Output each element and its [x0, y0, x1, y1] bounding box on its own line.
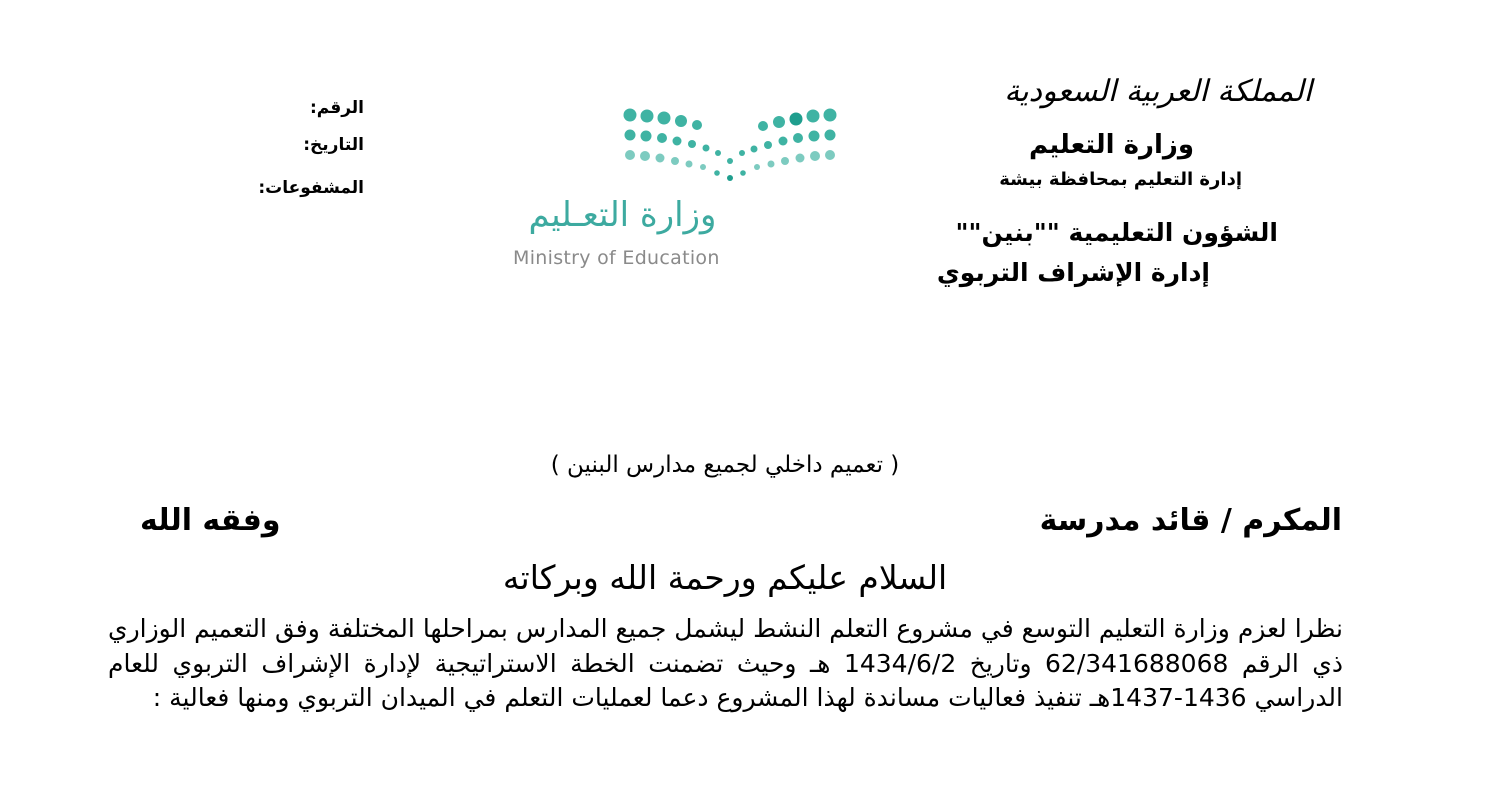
logo-dot: [673, 137, 682, 146]
admin-region: إدارة التعليم بمحافظة بيشة: [999, 169, 1242, 190]
logo-dot: [641, 131, 652, 142]
logo-dot: [751, 146, 758, 153]
logo-dot: [700, 164, 706, 170]
logo-dot: [688, 140, 696, 148]
logo-dot: [779, 137, 788, 146]
logo-dot: [807, 110, 820, 123]
logo-dot: [824, 109, 837, 122]
salutation-closing: وفقه الله: [140, 503, 281, 538]
logo-dot: [825, 130, 836, 141]
number-field-label: الرقم:: [309, 98, 364, 118]
logo-dot: [796, 154, 805, 163]
ministry-title: وزارة التعليم: [1029, 130, 1194, 160]
logo-dot: [758, 121, 768, 131]
logo-dot: [657, 133, 667, 143]
educational-affairs: الشؤون التعليمية ""بنين"": [955, 218, 1278, 247]
logo-dot: [727, 175, 733, 181]
logo-dot: [714, 170, 720, 176]
logo-dot: [624, 109, 637, 122]
logo-dot: [692, 120, 702, 130]
logo-dot: [793, 133, 803, 143]
logo-dot: [810, 151, 820, 161]
logo-dot: [641, 110, 654, 123]
circular-title: ( تعميم داخلي لجميع مدارس البنين ): [550, 452, 900, 478]
logo-dot: [781, 157, 789, 165]
logo-dot: [825, 150, 835, 160]
logo-dot: [754, 164, 760, 170]
logo-dot: [739, 150, 745, 156]
kingdom-title: المملكة العربية السعودية: [1004, 74, 1312, 109]
logo-dot: [675, 115, 687, 127]
salutation: المكرم / قائد مدرسة: [1039, 503, 1342, 538]
greeting: السلام عليكم ورحمة الله وبركاته: [502, 558, 948, 597]
supervision-department: إدارة الإشراف التربوي: [936, 258, 1210, 287]
logo-dot: [703, 145, 710, 152]
logo-dots-icon: [505, 95, 845, 195]
logo-dot: [625, 130, 636, 141]
logo-dot: [773, 116, 785, 128]
logo-dot: [740, 170, 746, 176]
logo-dot: [764, 141, 772, 149]
logo-dot: [790, 113, 803, 126]
logo-dot: [715, 150, 721, 156]
logo-text-english: Ministry of Education: [513, 247, 720, 269]
body-paragraph: نظرا لعزم وزارة التعليم التوسع في مشروع التعلم النشط ليشمل جميع المدارس بمراحلها المختلفة وفق التعميم الوزاري ذي الرقم 62/341688068 وتاريخ 1434/6/2 هـ وحيث تضمنت الخطة الاستراتيجية لإدارة الإشراف التربوي للعام الدراسي 1436-1437هـ تنفيذ فعاليات مساندة لهذا المشروع دعما لعمليات التعلم في الميدان التربوي ومنها فعالية :: [108, 614, 1344, 712]
logo-dot: [809, 131, 820, 142]
logo-dot: [625, 150, 635, 160]
logo-dot: [686, 161, 693, 168]
logo-dot: [640, 151, 650, 161]
logo-dot: [658, 112, 671, 125]
logo-dot: [671, 157, 679, 165]
logo-dot: [727, 158, 733, 164]
logo-text-arabic: وزارة التعـليم: [528, 195, 717, 235]
logo-dot: [656, 154, 665, 163]
date-field-label: التاريخ:: [303, 135, 364, 155]
logo-dot: [768, 161, 775, 168]
attachments-field-label: المشفوعات:: [258, 178, 364, 198]
